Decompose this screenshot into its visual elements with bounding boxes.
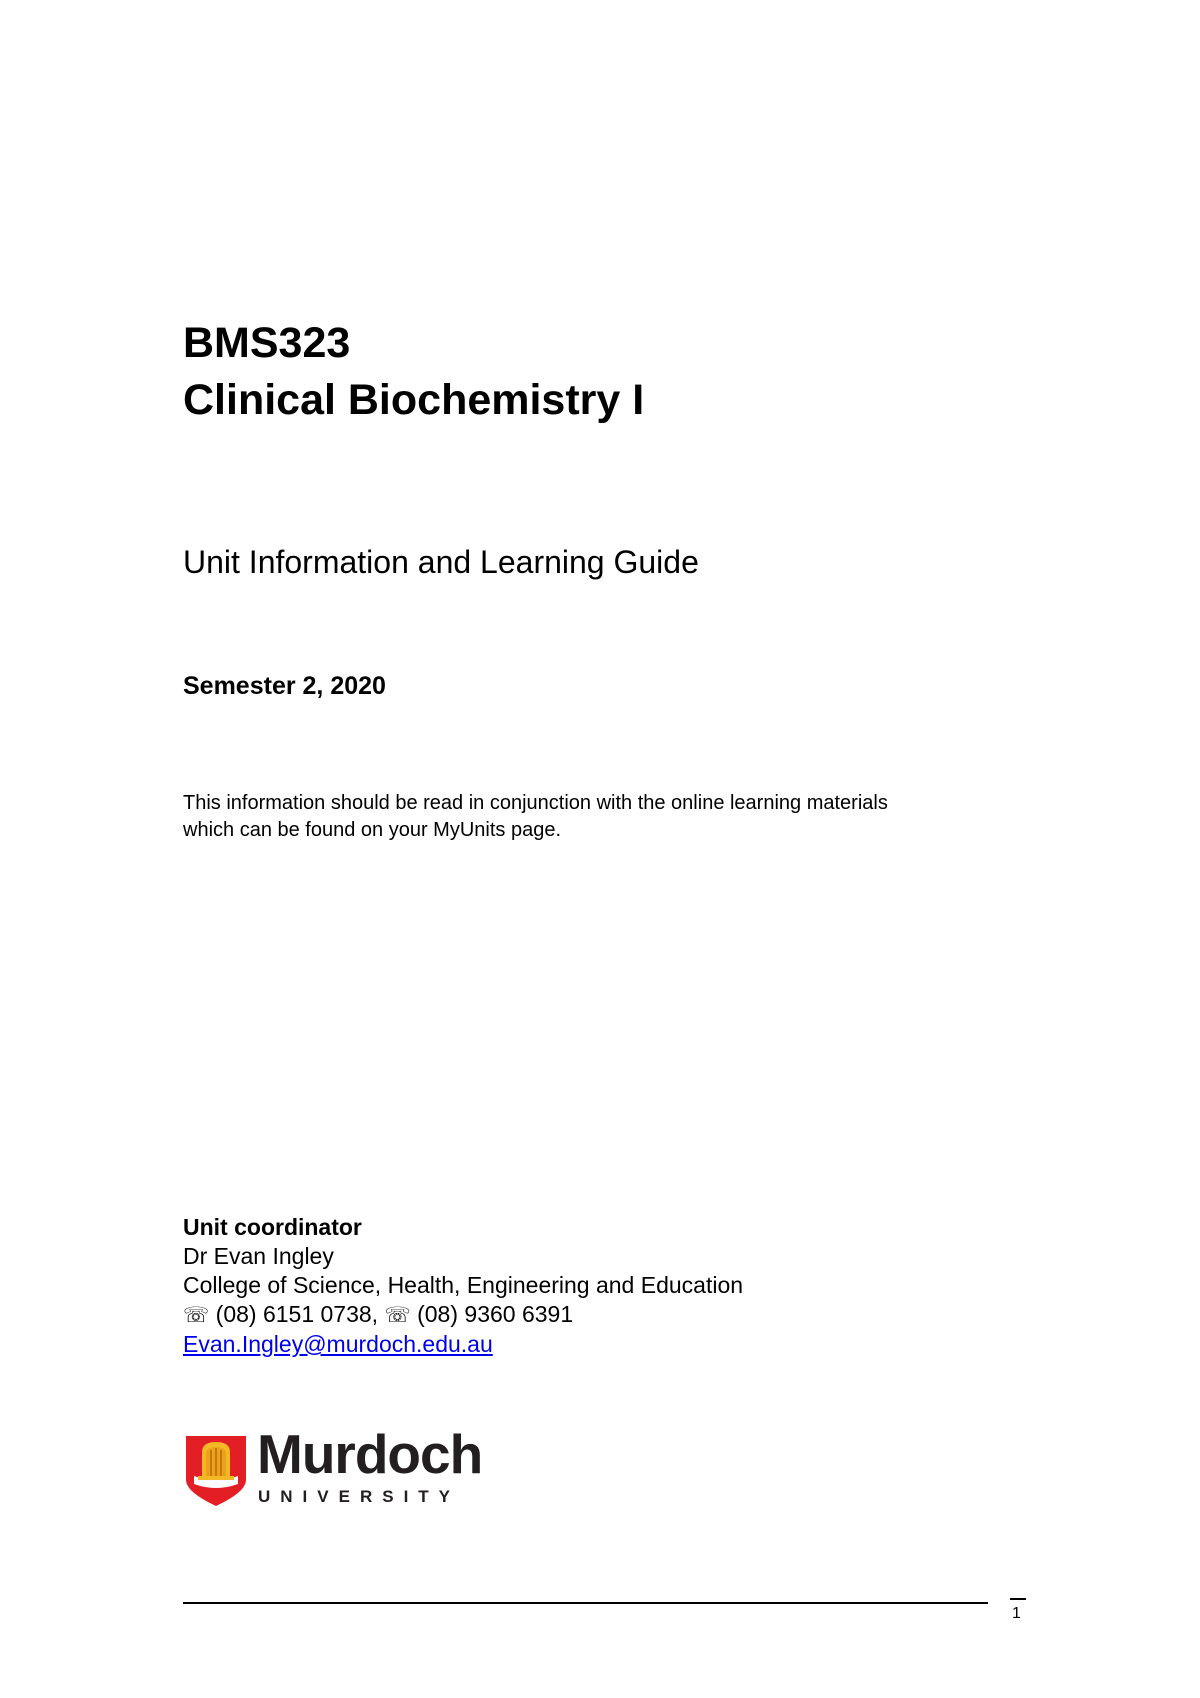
coordinator-block: [183, 1213, 743, 1359]
document-subtitle: Unit Information and Learning Guide: [183, 544, 699, 580]
intro-paragraph: [183, 790, 1003, 844]
coordinator-name: Dr Evan Ingley: [183, 1243, 334, 1269]
phone-icon: ☏: [384, 1303, 411, 1327]
logo-wordmark: Murdoch: [257, 1423, 483, 1485]
page-number-mark: [1010, 1598, 1026, 1600]
phone-icon: ☏: [183, 1303, 210, 1327]
intro-line: which can be found on your MyUnits page.: [183, 819, 561, 841]
phone-number-1: (08) 6151 0738,: [215, 1301, 379, 1327]
semester-label: Semester 2, 2020: [183, 672, 386, 700]
coordinator-phones: [183, 1300, 743, 1330]
logo-subtitle: UNIVERSITY: [258, 1487, 461, 1506]
shield-icon: [186, 1436, 246, 1506]
unit-code: BMS323: [183, 319, 351, 367]
intro-line: This information should be read in conjunction with the online learning materials: [183, 792, 888, 814]
coordinator-label: Unit coordinator: [183, 1214, 362, 1240]
footer-divider: [183, 1602, 988, 1604]
coordinator-email-link[interactable]: Evan.Ingley@murdoch.edu.au: [183, 1331, 493, 1357]
phone-number-2: (08) 9360 6391: [417, 1301, 574, 1327]
page-number: 1: [1012, 1605, 1021, 1622]
coordinator-college: College of Science, Health, Engineering and Education: [183, 1272, 744, 1298]
unit-title: Clinical Biochemistry I: [183, 376, 645, 424]
